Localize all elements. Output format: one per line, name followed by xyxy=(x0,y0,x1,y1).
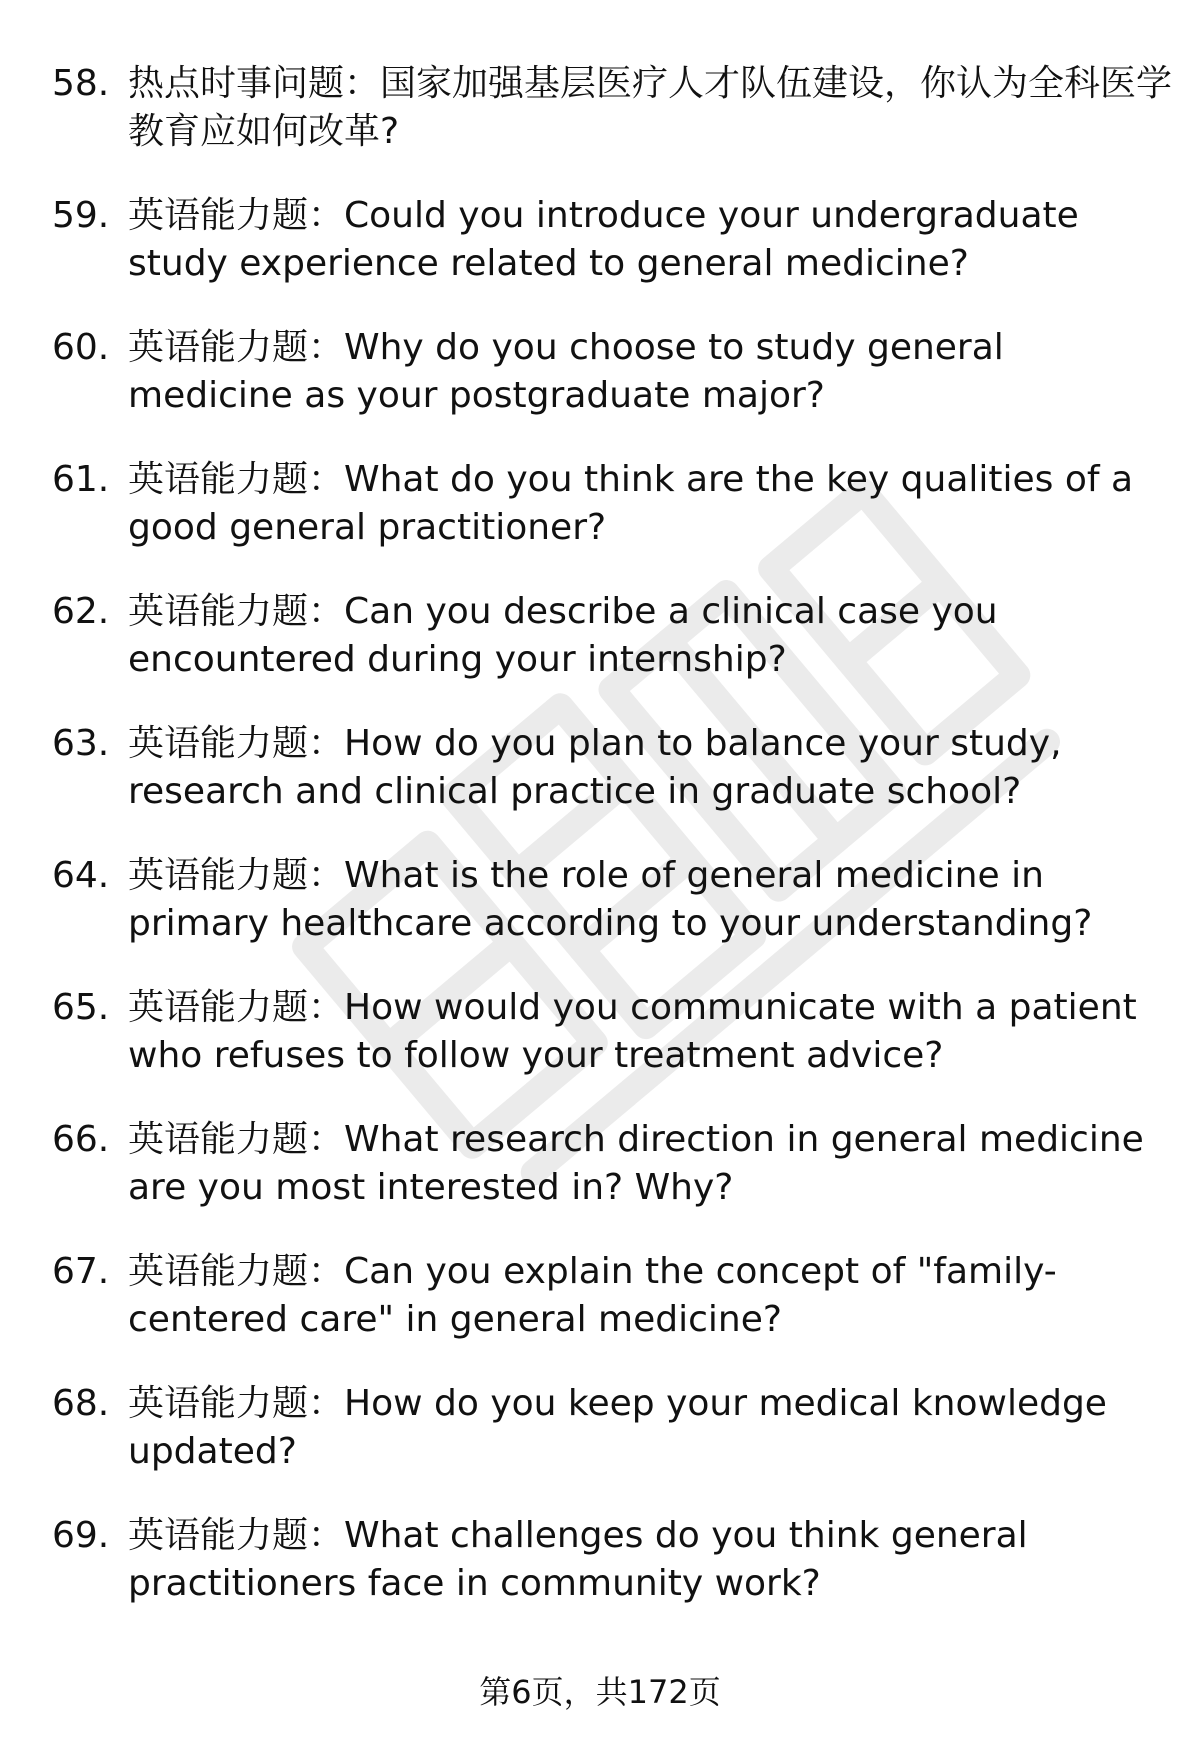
question-number: 64. xyxy=(52,855,110,896)
question-number: 65. xyxy=(52,987,110,1028)
question-category: 英语能力题： xyxy=(128,327,345,368)
question-number: 60. xyxy=(52,327,110,368)
question-number: 69. xyxy=(52,1515,110,1556)
question-body xyxy=(128,984,1180,1080)
question-category: 英语能力题： xyxy=(128,459,345,500)
question-text: Can you describe a clinical case you encountered during your internship? xyxy=(128,591,998,680)
question-body xyxy=(128,60,1180,156)
list-item xyxy=(0,588,1200,684)
question-category: 英语能力题： xyxy=(128,195,345,236)
question-text: Can you explain the concept of "family-centered care" in general medicine? xyxy=(128,1251,1057,1340)
question-category: 英语能力题： xyxy=(128,1383,345,1424)
question-number: 59. xyxy=(52,195,110,236)
question-number: 66. xyxy=(52,1119,110,1160)
question-body xyxy=(128,456,1180,552)
question-text: What is the role of general medicine in primary healthcare according to your understanding? xyxy=(128,855,1093,944)
question-text: 国家加强基层医疗人才队伍建设，你认为全科医学教育应如何改革? xyxy=(128,63,1173,152)
question-text: What do you think are the key qualities of a good general practitioner? xyxy=(128,459,1134,548)
question-text: What research direction in general medicine are you most interested in? Why? xyxy=(128,1119,1144,1208)
question-number: 68. xyxy=(52,1383,110,1424)
question-text: How do you plan to balance your study, research and clinical practice in graduate school? xyxy=(128,723,1062,812)
list-item xyxy=(0,1116,1200,1212)
question-number: 63. xyxy=(52,723,110,764)
question-text: How do you keep your medical knowledge updated? xyxy=(128,1383,1107,1472)
question-category: 英语能力题： xyxy=(128,987,345,1028)
list-item xyxy=(0,456,1200,552)
list-item xyxy=(0,1248,1200,1344)
list-item xyxy=(0,1512,1200,1608)
list-item xyxy=(0,852,1200,948)
question-text: How would you communicate with a patient who refuses to follow your treatment advice? xyxy=(128,987,1137,1076)
question-number: 62. xyxy=(52,591,110,632)
question-list xyxy=(0,60,1200,1644)
question-category: 英语能力题： xyxy=(128,1251,345,1292)
question-body xyxy=(128,588,1180,684)
question-category: 英语能力题： xyxy=(128,1515,345,1556)
question-text: Why do you choose to study general medicine as your postgraduate major? xyxy=(128,327,1004,416)
question-body xyxy=(128,192,1180,288)
question-body xyxy=(128,720,1180,816)
question-category: 英语能力题： xyxy=(128,855,345,896)
question-body xyxy=(128,324,1180,420)
question-category: 英语能力题： xyxy=(128,1119,345,1160)
question-number: 67. xyxy=(52,1251,110,1292)
list-item xyxy=(0,984,1200,1080)
list-item xyxy=(0,324,1200,420)
question-text: What challenges do you think general practitioners face in community work? xyxy=(128,1515,1028,1604)
question-body xyxy=(128,1116,1180,1212)
question-text: Could you introduce your undergraduate study experience related to general medicine? xyxy=(128,195,1079,284)
question-category: 英语能力题： xyxy=(128,723,345,764)
page-number-footer: 第6页，共172页 xyxy=(479,1673,721,1711)
question-body xyxy=(128,1380,1180,1476)
list-item xyxy=(0,1380,1200,1476)
list-item xyxy=(0,720,1200,816)
list-item xyxy=(0,192,1200,288)
question-category: 英语能力题： xyxy=(128,591,345,632)
question-body xyxy=(128,852,1180,948)
question-number: 58. xyxy=(52,63,110,104)
list-item xyxy=(0,60,1200,156)
question-category: 热点时事问题： xyxy=(128,63,381,104)
question-number: 61. xyxy=(52,459,110,500)
question-body xyxy=(128,1512,1180,1608)
question-body xyxy=(128,1248,1180,1344)
